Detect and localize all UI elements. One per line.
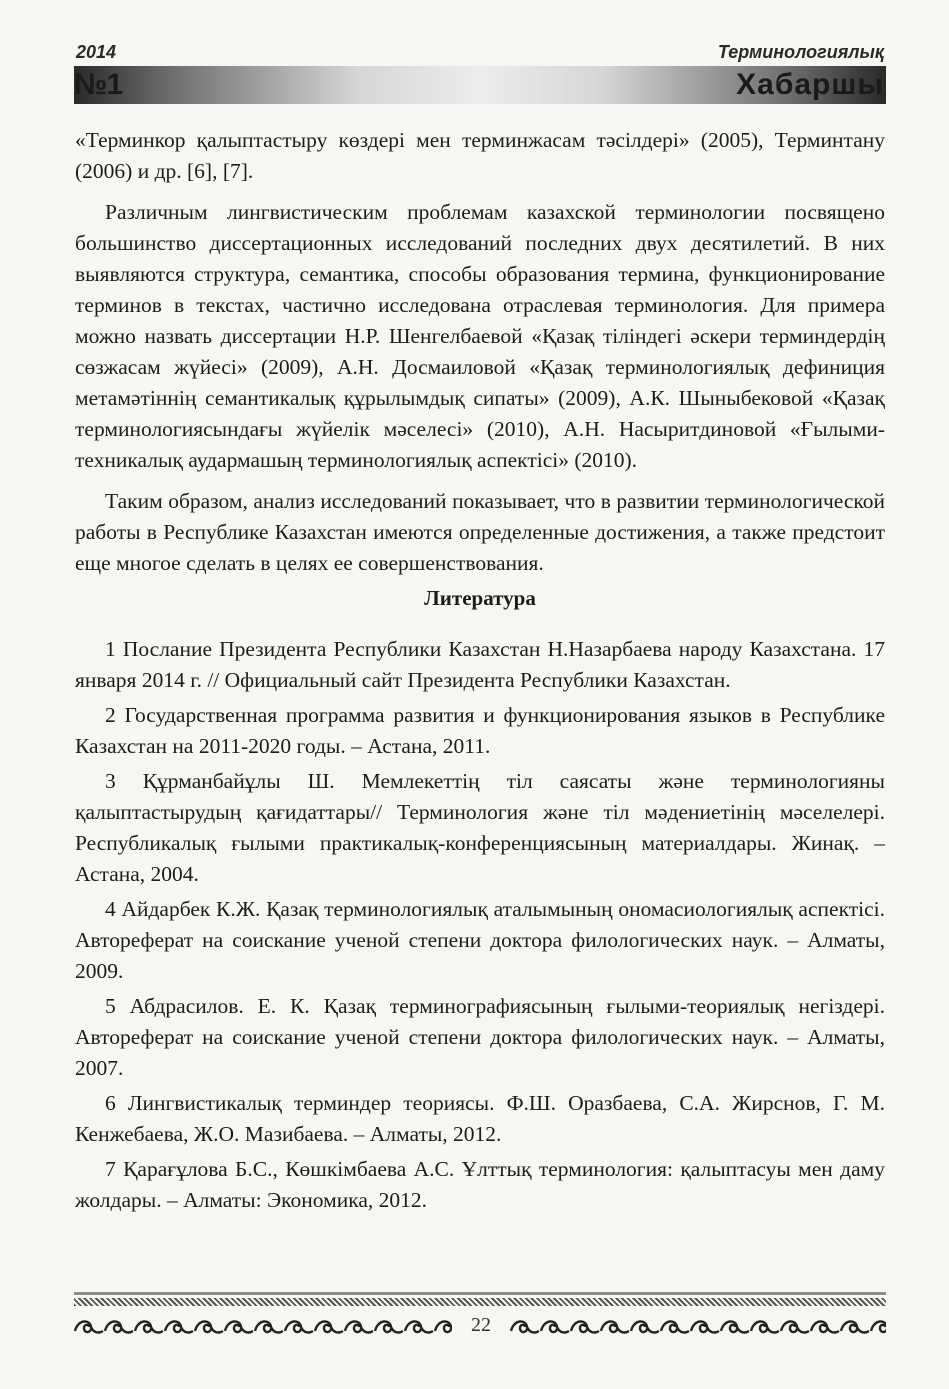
- page-body: [75, 125, 885, 1220]
- reference-item: 1 Послание Президента Республики Казахстан Н.Назарбаева народу Казахстана. 17 января 2014 г. // Официальный сайт Президента Республики Казахстан.: [75, 637, 885, 692]
- reference-item: 2 Государственная программа развития и функционирования языков в Республике Казахстан на 2011-2020 годы. – Астана, 2011.: [75, 703, 885, 758]
- reference-item: 4 Айдарбек К.Ж. Қазақ терминологиялық аталымының ономасиологиялық аспектісі. Автореферат на соискание ученой степени доктора филологических наук. – Алматы, 2009.: [75, 897, 885, 983]
- journal-title-line1: Терминологиялық: [717, 42, 884, 62]
- header-issue-number: №1: [74, 68, 123, 101]
- page-footer: [74, 1292, 886, 1342]
- references-heading: Литература: [424, 586, 536, 610]
- reference-item: 3 Құрманбайұлы Ш. Мемлекеттің тіл саясаты және терминологияны қалыптастырудың қағидаттары// Терминология және тіл мәдениетінің мәселелері. Республикалық ғылыми практикалық-конференциясының материалдары. Жинақ. – Астана, 2004.: [75, 769, 885, 886]
- wave-scroll-ornament-icon: [74, 1316, 452, 1338]
- page-header: [74, 38, 886, 108]
- body-paragraph: Таким образом, анализ исследований показывает, что в развитии терминологической работы в Республике Казахстан имеются определенные достижения, а также предстоит еще многое сделать в целях ее совершенствования.: [75, 489, 885, 575]
- footer-hatch-rule: [74, 1298, 886, 1306]
- reference-item: 6 Лингвистикалық терминдер теориясы. Ф.Ш. Оразбаева, С.А. Жирснов, Г. М. Кенжебаева, Ж.О. Мазибаева. – Алматы, 2012.: [75, 1091, 885, 1146]
- body-paragraph: Различным лингвистическим проблемам казахской терминологии посвящено большинство диссертационных исследований последних двух десятилетий. В них выявляются структура, семантика, способы образования термина, функционирование терминов в текстах, частично исследована отраслевая терминология. Для примера можно назвать диссертации Н.Р. Шенгелбаевой «Қазақ тіліндегі әскери терминдердің сөзжасам жүйесі» (2009), А.Н. Досмаиловой «Қазақ терминологиялық дефиниция метамәтіннің семантикалық құрылымдық сипаты» (2009), А.К. Шыныбековой «Қазақ терминологиясындағы жүйелік мәселесі» (2010), А.Н. Насыритдиновой «Ғылыми-техникалық аудармашың терминологиялық аспектісі» (2010).: [75, 200, 885, 472]
- footer-rule: [74, 1292, 886, 1295]
- wave-scroll-ornament-icon: [510, 1316, 886, 1338]
- body-paragraph: «Терминкор қалыптастыру көздері мен терминжасам тәсілдері» (2005), Терминтану (2006) и др. [6], [7].: [75, 128, 885, 183]
- header-year: 2014: [76, 42, 117, 62]
- journal-title-line2: Хабаршы: [736, 68, 884, 101]
- page-number: 22: [471, 1314, 491, 1336]
- reference-item: 5 Абдрасилов. Е. К. Қазақ терминографиясының ғылыми-теориялық негіздері. Автореферат на соискание ученой степени доктора филологических наук. – Алматы, 2007.: [75, 994, 885, 1080]
- reference-item: 7 Қарағұлова Б.С., Көшкімбаева А.С. Ұлттық терминология: қалыптасуы мен даму жолдары. – Алматы: Экономика, 2012.: [75, 1157, 885, 1212]
